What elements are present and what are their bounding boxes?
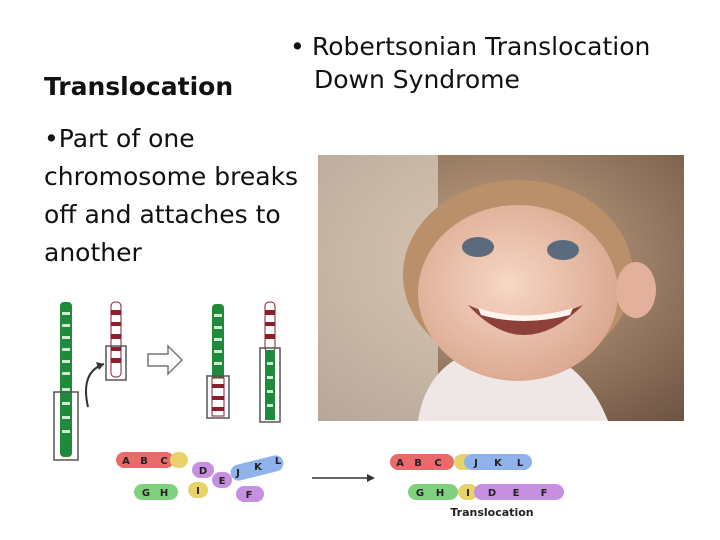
gene-label: J	[236, 468, 240, 479]
gene-label: B	[414, 458, 422, 469]
photo-right-eye	[547, 240, 579, 260]
chromosome-after-green	[207, 304, 229, 418]
gene-label: C	[434, 458, 442, 469]
right-bullet-text2: Down Syndrome	[314, 65, 520, 94]
gene-label: E	[512, 488, 520, 499]
chromosome-before-red	[106, 302, 126, 380]
photo-face	[418, 205, 618, 381]
right-bullet	[290, 30, 650, 96]
gene-label: C	[160, 456, 168, 467]
chromosome-after-red	[260, 302, 280, 422]
bead-c	[170, 452, 188, 468]
photo-left-eye	[462, 237, 494, 257]
chromosome-before-green	[54, 302, 78, 460]
translocation-caption: Translocation	[450, 506, 534, 519]
gene-label: K	[254, 462, 262, 473]
child-photo	[318, 155, 684, 421]
right-bullet-line1	[290, 30, 650, 63]
translocation-diagram	[112, 438, 572, 524]
gene-label: D	[198, 466, 208, 477]
gene-label: A	[396, 458, 404, 469]
right-bullet-text1: Robertsonian Translocation	[312, 32, 651, 61]
slide-title: Translocation	[44, 72, 234, 101]
gene-label: I	[466, 488, 470, 499]
left-bullet	[44, 120, 314, 272]
swap-arrow	[86, 364, 104, 407]
swap-arrow-head	[96, 362, 104, 370]
gene-label: E	[218, 476, 226, 487]
left-bullet-text: Part of one chromosome breaks off and attaches to another	[44, 124, 299, 267]
bullet-marker: •	[290, 32, 305, 61]
gene-label: F	[245, 490, 253, 501]
right-arrow-head	[367, 474, 375, 482]
gene-label: H	[435, 488, 445, 499]
gene-label: D	[487, 488, 497, 499]
gene-label: F	[540, 488, 548, 499]
gene-label: B	[140, 456, 148, 467]
gene-label: J	[474, 458, 478, 469]
gene-label: H	[159, 488, 169, 499]
gene-label: G	[415, 488, 425, 499]
gene-label: I	[196, 486, 200, 497]
gene-label: L	[274, 456, 282, 467]
bead-gh	[134, 484, 178, 500]
gene-label: L	[516, 458, 524, 469]
bullet-marker: •	[44, 124, 59, 153]
gene-label: K	[494, 458, 502, 469]
photo-ear	[616, 262, 656, 318]
transform-arrow	[148, 346, 182, 374]
gene-label: G	[141, 488, 151, 499]
gene-label: A	[122, 456, 130, 467]
